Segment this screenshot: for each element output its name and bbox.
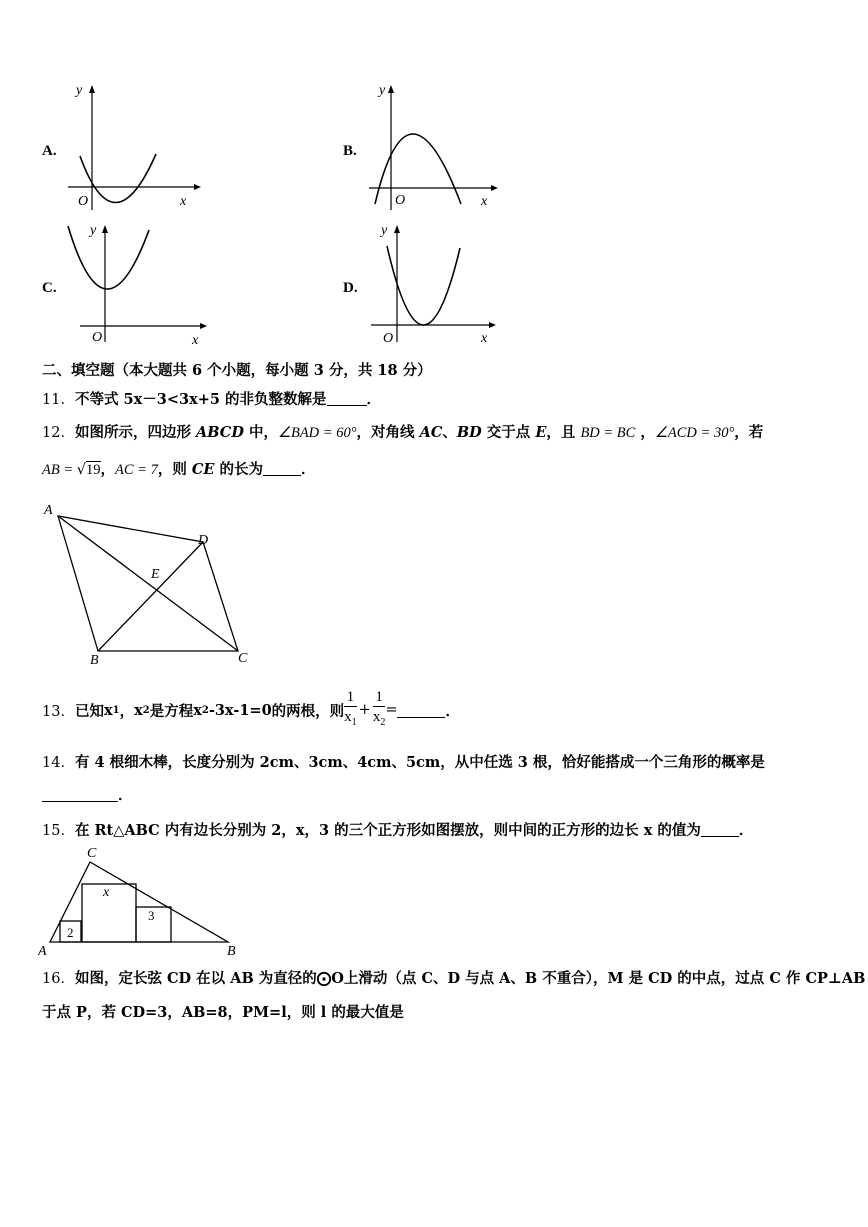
q13-frac1-den: x [344,708,352,725]
q13-sub-1: 1 [112,704,120,716]
q13-eq-rest: -3x-1=0 [208,701,272,719]
q15-point-a: A [38,944,47,959]
q13-eq-sup: 2 [201,704,209,716]
q12-text-i: ，则 [157,461,192,478]
graph-option-c [62,222,212,350]
q11-text-2: 的非负整数解是 [219,391,327,408]
q15-point-c: C [87,846,97,861]
graph-c-y-label: y [90,223,97,238]
q12-quadrilateral-figure [38,496,268,668]
q12-point-d: D [198,533,209,548]
graph-d-origin-label: O [383,331,394,346]
q13-fraction-2 [373,688,386,733]
q15-triangle-figure [38,842,248,962]
q12-ab: AB = [42,462,77,478]
q12-text-j: 的长为 [214,461,264,478]
q11-number: 11． [42,392,75,408]
q13-end: ． [445,702,460,720]
q14-number: 14． [42,755,75,771]
q13-x2: x [134,701,143,719]
q16-text-b: 上滑动（点 C、D 与点 A、B 不重合），M 是 CD 的中点，过点 C 作 CP⊥AB [343,970,866,987]
q12-text-c: ，对角线 [356,424,420,441]
q12-angle-bad: ∠BAD = 60° [277,425,357,441]
graph-d-x-label: x [481,331,488,346]
section-heading: 二、填空题（本大题共 6 个小题，每小题 3 分，共 18 分） [42,362,432,379]
q12-sqrt-value: 19 [86,462,101,478]
question-16-line-2: 于点 P，若 CD=3，AB=8，PM=l，则 l 的最大值是 [42,1004,404,1021]
graph-a-x-label: x [180,194,187,209]
q13-equals: = [385,702,398,718]
q13-number: 13． [42,703,75,720]
graph-c-x-label: x [192,333,199,348]
q11-inequality: 5x－3<3x+5 [123,391,220,408]
option-b-label: B. [343,143,357,159]
graph-a-origin-label: O [78,194,89,209]
q15-point-b: B [227,944,236,959]
q11-text: 不等式 [74,391,124,408]
q12-ac: AC [419,424,443,441]
q12-text-b: 中， [243,424,278,441]
q12-bd: BD [456,424,482,441]
q14-answer-blank[interactable] [42,787,118,803]
question-13 [42,688,460,732]
q15-square-3-label: 3 [148,908,155,923]
q12-abcd: ABCD [196,424,244,441]
q11-answer-blank[interactable] [327,391,367,407]
q12-text-e: ，且 [546,424,581,441]
question-14 [42,751,765,772]
graph-option-d [365,218,500,348]
q12-point-b: B [90,653,99,668]
graph-c-origin-label: O [92,330,103,345]
q15-text: 在 Rt△ABC 内有边长分别为 2，x，3 的三个正方形如图摆放，则中间的正方形的边长 x 的值为 [74,822,701,839]
question-15 [42,819,753,840]
question-12-line-1 [42,421,763,442]
q13-frac2-num: 1 [373,688,386,707]
q12-end: ． [301,461,316,478]
graph-option-b [365,82,500,212]
q12-ce: CE [191,461,215,478]
q16-text-a: 如图，定长弦 CD 在以 AB 为直径的 [74,970,317,987]
q13-text-c: 的两根，则 [271,702,345,720]
graph-option-a [62,82,202,212]
q13-eq-x: x [193,701,202,719]
option-d-label: D. [343,280,358,296]
q12-e: E [535,424,547,441]
q14-end: ． [118,787,133,804]
q13-frac1-num: 1 [344,688,357,707]
q13-fraction-1 [344,688,357,733]
q13-frac2-den-sub: 2 [380,716,386,728]
graph-a-y-label: y [76,83,83,98]
graph-d-y-label: y [381,223,388,238]
q12-text-f: ， [635,424,655,441]
question-11 [42,388,381,409]
q15-end: ． [738,822,754,839]
q13-x1: x [103,701,113,719]
q12-point-a: A [44,503,53,518]
question-12-line-2 [42,458,316,479]
q12-angle-acd: ∠ACD = 30° [654,425,735,441]
graph-b-x-label: x [481,194,488,209]
q13-plus: + [358,702,371,718]
q15-square-2-label: 2 [67,925,74,940]
q12-sqrt-symbol: √ [76,462,86,478]
q12-ac-eq-7: AC = 7 [115,462,158,478]
q12-text-d: 交于点 [481,424,536,441]
q16-circle-o: ⨀O [316,970,344,987]
question-16-line-1 [42,967,865,988]
option-a-label: A. [42,143,57,159]
q12-text-g: ，若 [734,424,764,441]
q13-answer-blank[interactable] [397,702,445,718]
q12-text-h: ， [100,461,115,478]
q11-end: ． [366,391,382,408]
option-c-label: C. [42,280,57,296]
q15-answer-blank[interactable] [701,822,739,838]
q12-sep: 、 [442,424,457,441]
q13-frac2-den: x [372,708,381,725]
q12-text-a: 如图所示，四边形 [74,424,197,441]
q15-number: 15． [42,823,75,839]
q16-number: 16． [42,971,75,987]
q14-text: 有 4 根细木棒，长度分别为 2cm、3cm、4cm、5cm，从中任选 3 根，恰好能搭成一个三角形的概率是 [74,754,765,771]
q13-text-a: 已知 [74,702,104,720]
q12-bd-eq-bc: BD = BC [580,425,636,441]
q13-frac1-den-sub: 1 [351,716,357,728]
graph-b-origin-label: O [395,193,406,208]
q13-sub-2: 2 [142,704,150,716]
graph-b-y-label: y [379,83,386,98]
q13-text-b: 是方程 [149,702,194,720]
q13-comma: ， [119,702,135,720]
q15-square-x-label: x [103,885,110,900]
q12-answer-blank[interactable] [263,461,301,477]
question-14-line-2 [42,784,133,805]
q12-number: 12． [42,425,75,441]
q12-point-c: C [238,651,248,666]
q12-point-e: E [151,567,160,582]
